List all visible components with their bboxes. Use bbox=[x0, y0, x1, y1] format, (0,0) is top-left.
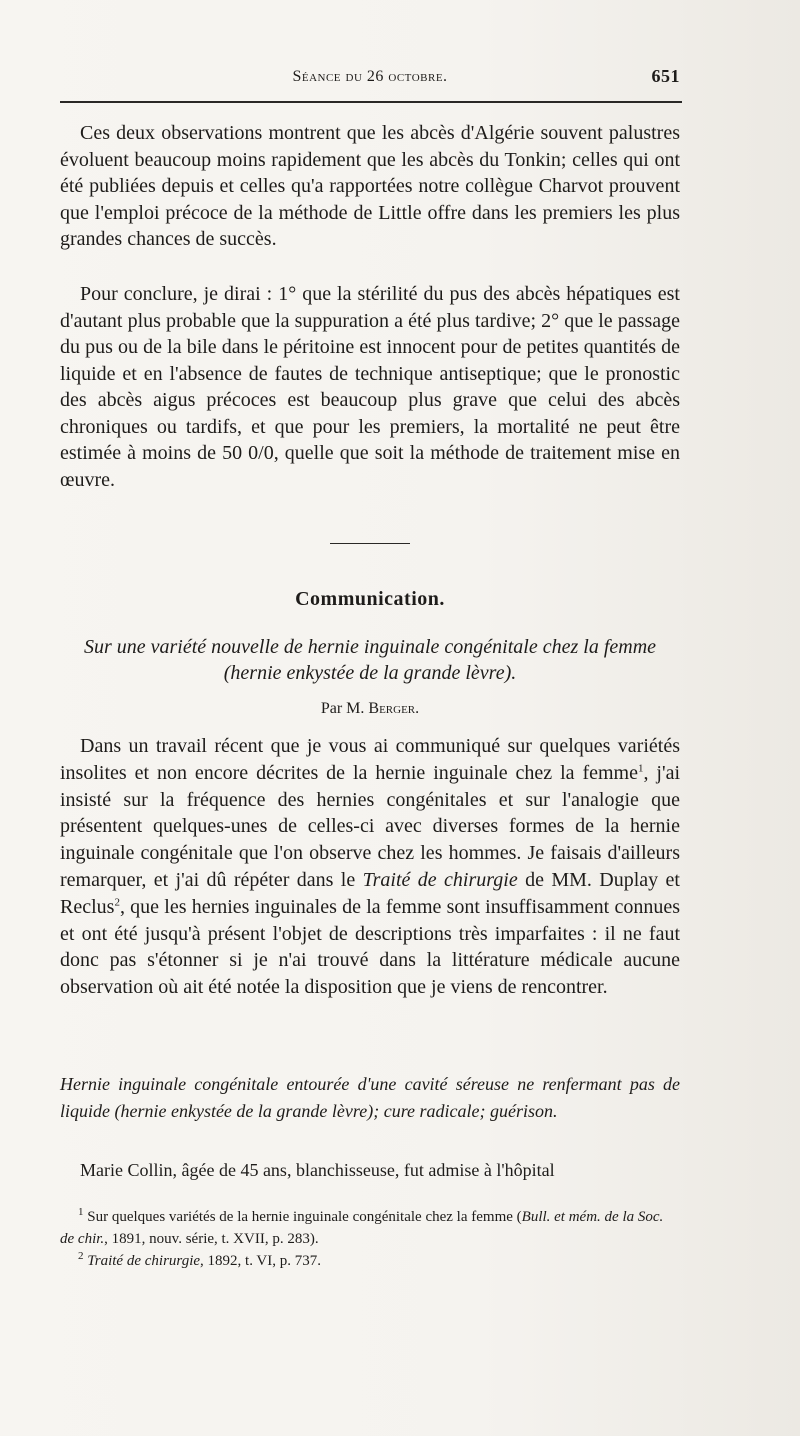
page-header bbox=[60, 66, 680, 92]
paragraph-text: , que les hernies inguinales de la femme sont insuffisamment connues et ont été jusqu'à présent l'objet de descriptions très imparfaites : il ne faut donc pas s'étonner si je n'ai trouvé dans la littérature médicale aucune observation où ait été notée la disposition que je viens de rencontrer. bbox=[60, 895, 680, 999]
footnote-1 bbox=[60, 1206, 680, 1250]
section-divider bbox=[330, 543, 410, 544]
footnote-mark: 1 bbox=[78, 1206, 84, 1218]
paragraph-abces-observations: Ces deux observations montrent que les abcès d'Algérie souvent palustres évoluent beaucoup moins rapidement que les abcès du Tonkin; celles qui ont été publiées depuis et celles qu'a rapportées notre collègue Charvot prouvent que l'emploi précoce de la méthode de Little offre dans les premiers les plus grandes chances de succès. bbox=[60, 122, 680, 250]
byline bbox=[60, 700, 680, 718]
footnote-ref-1[interactable]: 1 bbox=[637, 762, 644, 775]
paragraph-block-1 bbox=[60, 120, 680, 253]
paragraph-block-3 bbox=[60, 733, 680, 1001]
paragraph-hernie-intro bbox=[60, 733, 680, 1001]
footnote-text: Sur quelques variétés de la hernie inguinale congénitale chez la femme ( bbox=[83, 1209, 522, 1225]
paragraph-text: de MM. Duplay et Reclus bbox=[60, 868, 680, 918]
footnote-italic: Bull. et mém. de la Soc. de chir. bbox=[60, 1209, 664, 1247]
paragraph-text: Dans un travail récent que je vous ai communiqué sur quelques variétés insolites et non encore décrites de la hernie inguinale chez la femme bbox=[60, 735, 680, 784]
section-heading: Communication. bbox=[295, 588, 445, 610]
paragraph-conclusion: Pour conclure, je dirai : 1° que la stérilité du pus des abcès hépatiques est d'autant plus probable que la suppuration a été plus tardive; 2° que le passage du pus ou de la bile dans le péritoine est innocent pour de petites quantités de liquide et en l'absence de fautes de technique antiseptique; que le pronostic des abcès aigus précoces est beaucoup plus grave que celui des abcès chroniques ou tardifs, et que pour les premiers, la mortalité ne peut être estimée à moins de 50 0/0, quelle que soit la méthode de traitement mise en œuvre. bbox=[60, 283, 680, 491]
running-title: Séance du 26 octobre. bbox=[292, 68, 448, 85]
footnote-2 bbox=[60, 1250, 680, 1272]
footnote-mark: 2 bbox=[78, 1250, 84, 1262]
footnote-ref-2[interactable]: 2 bbox=[114, 896, 120, 909]
footnotes bbox=[60, 1206, 680, 1272]
case-first-line: Marie Collin, âgée de 45 ans, blanchisseuse, fut admise à l'hôpital bbox=[80, 1160, 555, 1180]
paragraph-block-4 bbox=[60, 1157, 680, 1184]
footnote-text: , 1891, nouv. série, t. XVII, p. 283). bbox=[104, 1231, 319, 1247]
header-rule bbox=[60, 101, 682, 103]
case-title: Hernie inguinale congénitale entourée d'une cavité séreuse ne renfermant pas de liquide (hernie enkystée de la grande lèvre); cure radicale; guérison. bbox=[60, 1074, 680, 1121]
italic-work-title: Traité de chirurgie bbox=[362, 868, 518, 891]
footnote-italic: Traité de chirurgie bbox=[83, 1253, 201, 1269]
author-name: Berger. bbox=[368, 700, 420, 717]
paragraph-block-2 bbox=[60, 281, 680, 493]
paragraph-text: , j'ai insisté sur la fréquence des hernies congénitales et sur l'analogie que présentent quelques-unes de celles-ci avec diverses formes de la hernie inguinale congénitale que l'on observe chez les hommes. Je faisais d'ailleurs remarquer, et j'ai dû répéter dans le bbox=[60, 761, 680, 891]
footnote-text: , 1892, t. VI, p. 737. bbox=[200, 1253, 322, 1269]
byline-prefix: Par M. bbox=[320, 700, 365, 717]
page-number: 651 bbox=[651, 66, 680, 86]
article-title: Sur une variété nouvelle de hernie inguinale congénitale chez la femme (hernie enkystée de la grande lèvre). bbox=[83, 636, 657, 684]
